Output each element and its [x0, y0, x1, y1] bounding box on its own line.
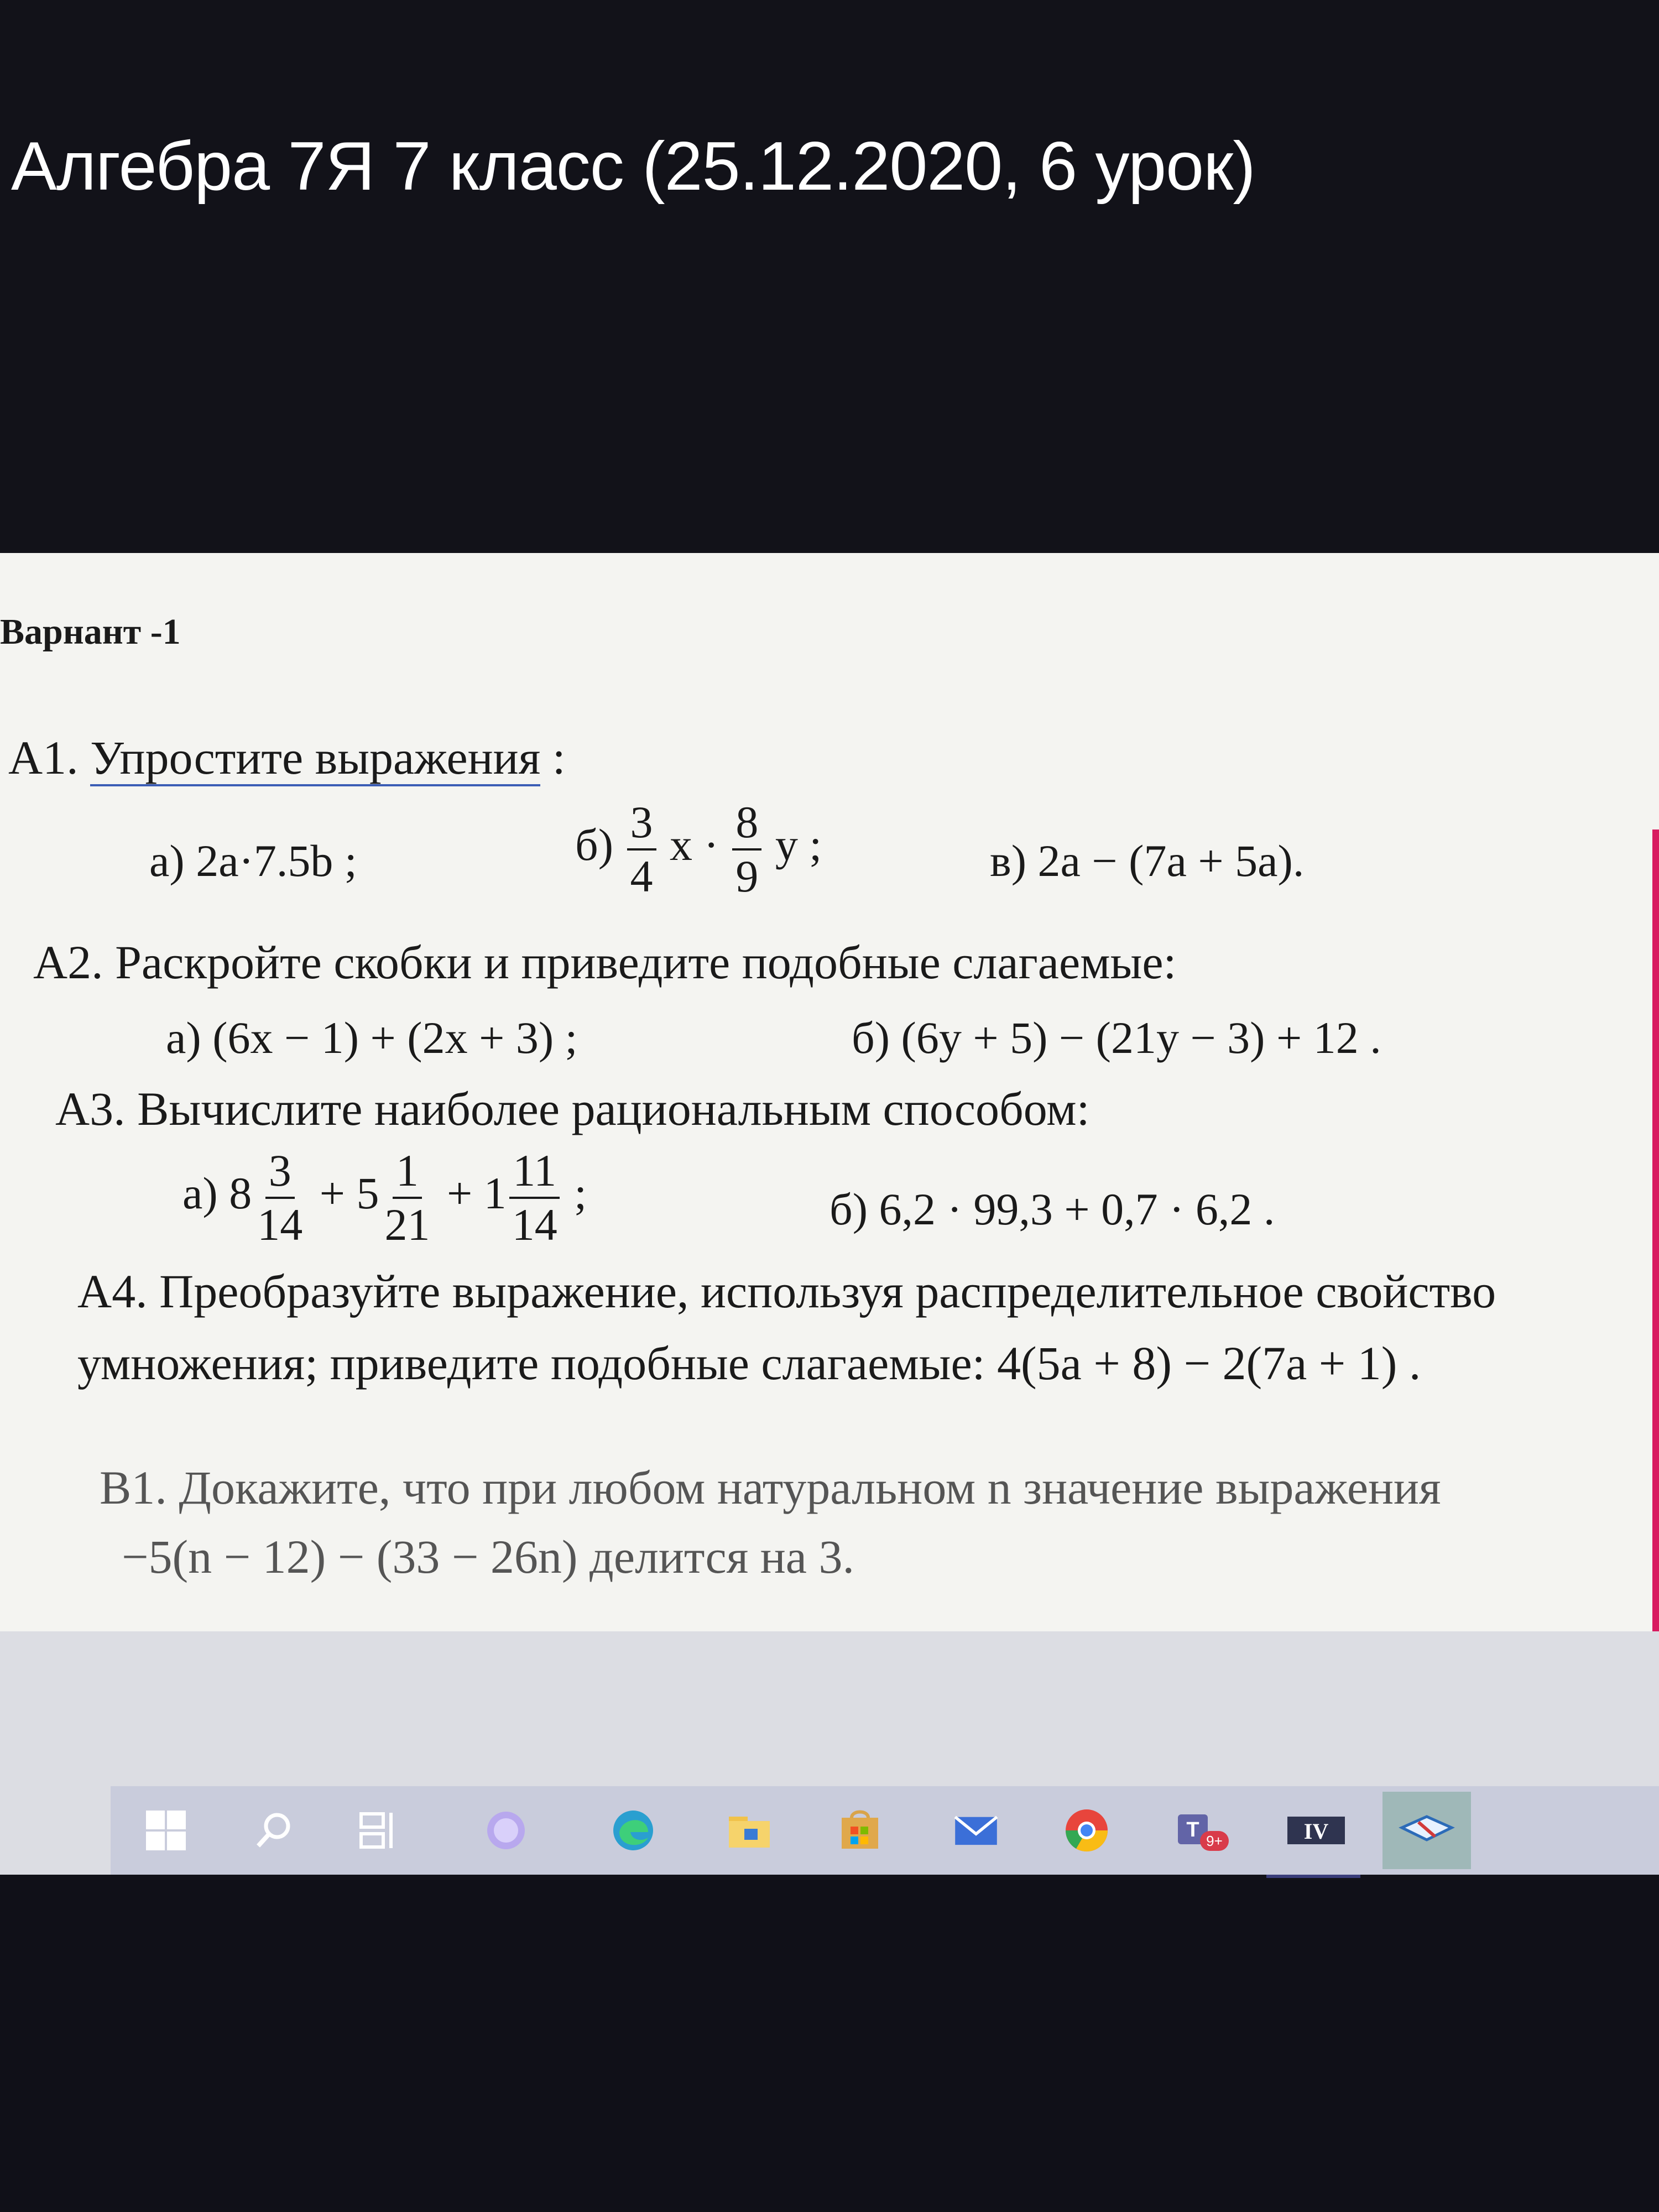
task-a3-item-a: [182, 1145, 587, 1251]
task-a4-line2: умножения; приведите подобные слагаемые: 4(5a + 8) − 2(7a + 1) .: [77, 1337, 1421, 1390]
fraction-denominator: 9: [735, 851, 759, 902]
file-explorer-icon[interactable]: [724, 1806, 774, 1855]
task-a2-heading: А2. Раскройте скобки и приведите подобные слагаемые:: [33, 936, 1177, 989]
fraction-3-4: [627, 796, 656, 903]
item-label: в): [990, 836, 1038, 886]
item-label: а): [182, 1168, 229, 1219]
operator-plus-5: + 5: [308, 1168, 379, 1219]
fraction-numerator: 3: [627, 796, 656, 851]
fraction-8-9: [732, 796, 761, 903]
teams-icon[interactable]: [1172, 1806, 1233, 1855]
task-a3-heading: А3. Вычислите наиболее рациональным способом:: [55, 1082, 1090, 1135]
task-a1-colon: :: [540, 731, 566, 784]
fraction-denominator: 21: [384, 1199, 430, 1250]
task-a1-item-b: [575, 796, 822, 903]
task-a3-item-b: б) 6,2 · 99,3 + 0,7 · 6,2 .: [830, 1184, 1275, 1234]
edge-icon[interactable]: [608, 1806, 658, 1855]
task-a2-item-b: б) (6y + 5) − (21y − 3) + 12 .: [852, 1013, 1381, 1063]
item-expression: 2a − (7a + 5a).: [1037, 836, 1305, 886]
item-label: а): [149, 836, 196, 886]
store-icon[interactable]: [835, 1806, 885, 1855]
task-a4-line1: А4. Преобразуйте выражение, используя распределительное свойство: [77, 1265, 1496, 1318]
fraction-11-14: [509, 1145, 561, 1251]
cortana-icon[interactable]: [481, 1806, 531, 1855]
task-a1-heading: [8, 730, 566, 785]
task-view-icon[interactable]: [354, 1806, 404, 1855]
svg-text:T: T: [1186, 1818, 1199, 1841]
task-b1-line2: −5(n − 12) − (33 − 26n) делится на 3.: [122, 1530, 854, 1583]
window-title: Алгебра 7Я 7 класс (25.12.2020, 6 урок): [11, 128, 1255, 205]
task-a1-title: Упростите выражения: [90, 731, 540, 786]
task-a2-item-a: а) (6x − 1) + (2x + 3) ;: [166, 1013, 578, 1063]
scroll-accent-bar[interactable]: [1652, 830, 1659, 1631]
task-b1-line1: В1. Докажите, что при любом натуральном n значение выражения: [100, 1461, 1441, 1514]
fraction-3-14: [254, 1145, 306, 1251]
monitor-bezel: [0, 1880, 1659, 2212]
app-icon[interactable]: [1383, 1792, 1471, 1869]
iv-app-icon[interactable]: [1283, 1806, 1349, 1855]
iv-app-label: IV: [1303, 1819, 1329, 1844]
mail-icon[interactable]: [951, 1806, 1001, 1855]
fraction-1-21: [381, 1145, 433, 1251]
task-a1-item-v: [990, 835, 1304, 887]
operator-plus-1: + 1: [435, 1168, 507, 1219]
task-a1-number: A1.: [8, 731, 91, 784]
mixed-number-whole: 8: [229, 1168, 252, 1219]
fraction-numerator: 8: [732, 796, 761, 851]
item-expression: 2a·7.5b ;: [196, 836, 357, 886]
item-expression-end: ;: [562, 1168, 587, 1219]
teams-notification-badge: 9+: [1206, 1833, 1223, 1849]
fraction-numerator: 3: [265, 1145, 295, 1199]
windows-start-icon[interactable]: [141, 1806, 191, 1855]
chrome-icon[interactable]: [1062, 1806, 1112, 1855]
item-expression-end: y ;: [764, 820, 822, 870]
fraction-numerator: 1: [393, 1145, 422, 1199]
item-expression-mid: x ·: [658, 820, 731, 870]
fraction-denominator: 14: [512, 1199, 557, 1250]
search-icon[interactable]: [249, 1806, 299, 1855]
fraction-denominator: 14: [257, 1199, 303, 1250]
variant-label: Варнант -1: [0, 612, 181, 652]
task-a1-item-a: [149, 835, 357, 887]
item-label: б): [575, 820, 625, 870]
fraction-denominator: 4: [630, 851, 653, 902]
fraction-numerator: 11: [509, 1145, 560, 1199]
active-app-indicator: [1266, 1875, 1360, 1878]
